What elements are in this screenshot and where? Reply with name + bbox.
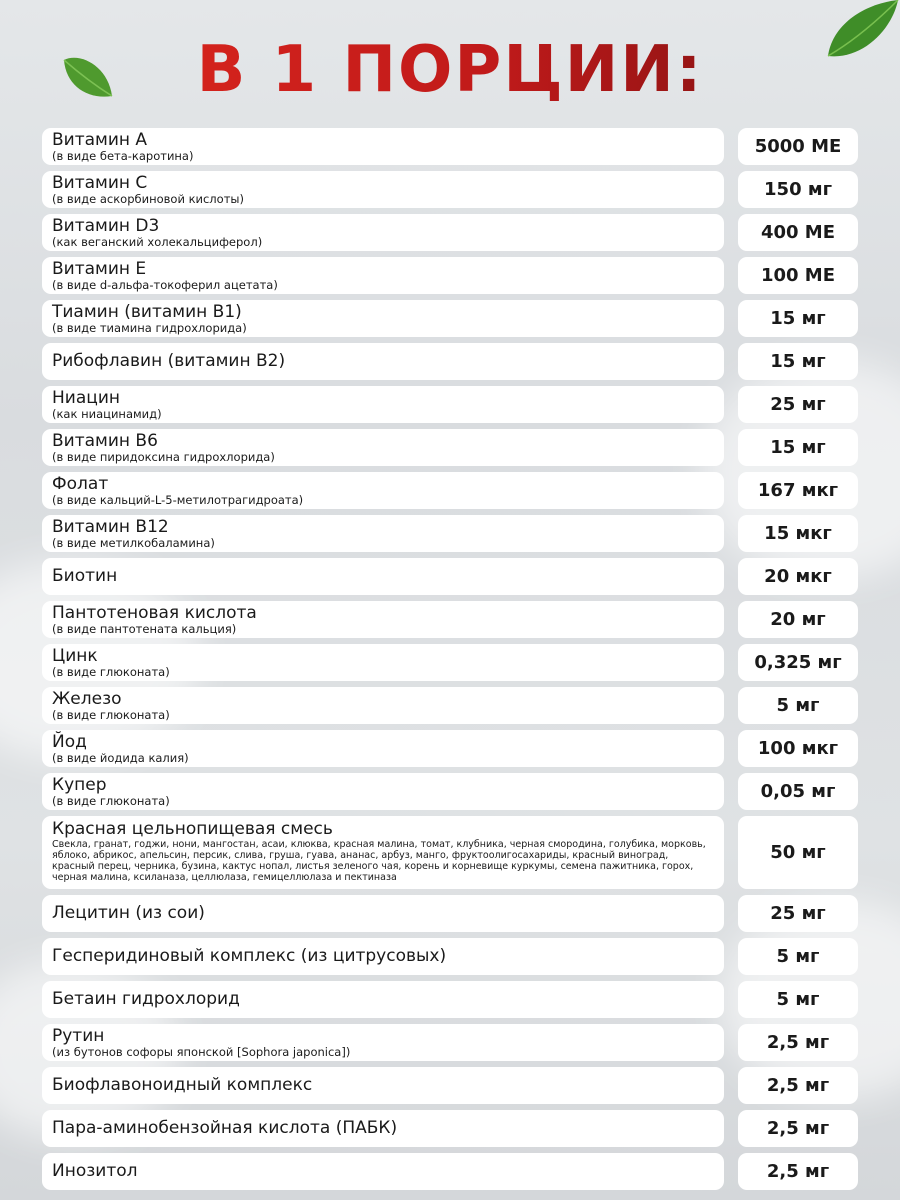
table-row xyxy=(42,128,858,165)
nutrient-name-cell xyxy=(42,1067,724,1104)
nutrient-name: Биотин xyxy=(52,566,118,586)
nutrient-form-note: (в виде глюконата) xyxy=(52,707,170,722)
nutrient-amount: 2,5 мг xyxy=(738,1153,858,1190)
nutrient-name-cell xyxy=(42,343,724,380)
nutrient-name: Пара-аминобензойная кислота (ПАБК) xyxy=(52,1118,398,1138)
nutrient-name: Витамин С xyxy=(52,172,148,193)
table-row xyxy=(42,300,858,337)
nutrient-name: Тиамин (витамин В1) xyxy=(52,301,242,322)
nutrient-name-cell xyxy=(42,730,724,767)
table-row xyxy=(42,558,858,595)
nutrient-name-cell xyxy=(42,386,724,423)
nutrient-form-note: (в виде глюконата) xyxy=(52,793,170,808)
nutrient-amount: 5 мг xyxy=(738,687,858,724)
nutrient-form-note: (из бутонов софоры японской [Sophora japonica]) xyxy=(52,1044,351,1059)
nutrient-name-cell xyxy=(42,1110,724,1147)
nutrient-form-note: Свекла, гранат, годжи, нони, мангостан, асаи, клюква, красная малина, томат, клубника, черная смородина, голубика, морковь, яблоко, абрикос, апельсин, персик, слива, груша, гуава, ананас, арбуз, манго, фруктоолигосахариды, красный виноград, красный перец, черника, бузина, кактус нопал, листья зеленого чая, корень и корневище куркумы, семена пажитника, горох, черная малина, ксиланаза, целлюлаза, гемицеллюлаза и пектиназа xyxy=(52,839,706,883)
nutrient-name: Витамин В6 xyxy=(52,430,158,451)
nutrient-name: Ниацин xyxy=(52,387,120,408)
nutrient-name: Красная цельнопищевая смесь xyxy=(52,819,333,839)
nutrient-form-note: (в виде бета-каротина) xyxy=(52,148,194,163)
nutrient-amount: 25 мг xyxy=(738,895,858,932)
nutrient-amount: 400 МЕ xyxy=(738,214,858,251)
nutrient-name: Цинк xyxy=(52,645,98,666)
table-row xyxy=(42,515,858,552)
table-row xyxy=(42,1024,858,1061)
nutrient-amount: 5 мг xyxy=(738,938,858,975)
table-row xyxy=(42,687,858,724)
nutrient-amount: 167 мкг xyxy=(738,472,858,509)
nutrient-name-cell xyxy=(42,773,724,810)
nutrient-name-cell xyxy=(42,214,724,251)
nutrient-name: Витамин D3 xyxy=(52,215,160,236)
nutrient-name: Витамин В12 xyxy=(52,516,169,537)
nutrient-form-note: (в виде аскорбиновой кислоты) xyxy=(52,191,244,206)
table-row xyxy=(42,429,858,466)
table-row xyxy=(42,1067,858,1104)
nutrient-name-cell xyxy=(42,300,724,337)
table-row xyxy=(42,816,858,889)
nutrient-amount: 5 мг xyxy=(738,981,858,1018)
nutrient-amount: 20 мг xyxy=(738,601,858,638)
nutrient-name-cell xyxy=(42,171,724,208)
nutrient-form-note: (в виде тиамина гидрохлорида) xyxy=(52,320,247,335)
nutrient-amount: 5000 МЕ xyxy=(738,128,858,165)
nutrient-amount: 2,5 мг xyxy=(738,1067,858,1104)
table-row xyxy=(42,214,858,251)
nutrient-form-note: (в виде пантотената кальция) xyxy=(52,621,237,636)
nutrient-name-cell xyxy=(42,1024,724,1061)
nutrient-name: Витамин Е xyxy=(52,258,147,279)
nutrient-form-note: (в виде d-альфа-токоферил ацетата) xyxy=(52,277,278,292)
nutrient-amount: 150 мг xyxy=(738,171,858,208)
table-row xyxy=(42,1153,858,1190)
nutrient-form-note: (в виде пиридоксина гидрохлорида) xyxy=(52,449,275,464)
nutrient-name-cell xyxy=(42,472,724,509)
nutrient-form-note: (как ниацинамид) xyxy=(52,406,162,421)
nutrient-name-cell xyxy=(42,601,724,638)
nutrient-name: Лецитин (из сои) xyxy=(52,903,205,923)
table-row xyxy=(42,257,858,294)
table-row xyxy=(42,343,858,380)
nutrient-name: Витамин А xyxy=(52,129,148,150)
nutrient-amount: 0,325 мг xyxy=(738,644,858,681)
nutrient-name-cell xyxy=(42,895,724,932)
nutrient-name-cell xyxy=(42,515,724,552)
nutrient-amount: 100 МЕ xyxy=(738,257,858,294)
table-row xyxy=(42,938,858,975)
table-row xyxy=(42,981,858,1018)
nutrient-form-note: (в виде кальций-L-5-метилотрагидроата) xyxy=(52,492,304,507)
nutrient-amount: 0,05 мг xyxy=(738,773,858,810)
nutrient-amount: 100 мкг xyxy=(738,730,858,767)
nutrient-amount: 15 мг xyxy=(738,300,858,337)
nutrient-amount: 50 мг xyxy=(738,816,858,889)
nutrient-name-cell xyxy=(42,257,724,294)
table-row xyxy=(42,472,858,509)
nutrient-name-cell xyxy=(42,429,724,466)
nutrient-name-cell xyxy=(42,1153,724,1190)
nutrient-name-cell xyxy=(42,938,724,975)
nutrient-amount: 20 мкг xyxy=(738,558,858,595)
nutrient-name: Йод xyxy=(52,731,87,752)
nutrient-amount: 2,5 мг xyxy=(738,1110,858,1147)
nutrient-amount: 2,5 мг xyxy=(738,1024,858,1061)
nutrient-name-cell xyxy=(42,558,724,595)
nutrient-name: Железо xyxy=(52,688,122,709)
nutrient-name: Гесперидиновый комплекс (из цитрусовых) xyxy=(52,946,447,966)
table-row xyxy=(42,730,858,767)
nutrient-amount: 15 мг xyxy=(738,429,858,466)
nutrient-name: Фолат xyxy=(52,473,109,494)
nutrient-name: Биофлавоноидный комплекс xyxy=(52,1075,313,1095)
nutrient-name: Инозитол xyxy=(52,1161,138,1181)
table-row xyxy=(42,386,858,423)
nutrient-amount: 15 мг xyxy=(738,343,858,380)
table-row xyxy=(42,773,858,810)
nutrient-form-note: (в виде глюконата) xyxy=(52,664,170,679)
nutrient-form-note: (в виде метилкобаламина) xyxy=(52,535,215,550)
nutrient-amount: 15 мкг xyxy=(738,515,858,552)
nutrient-name-cell xyxy=(42,644,724,681)
nutrient-form-note: (в виде йодида калия) xyxy=(52,750,189,765)
nutrient-name: Рибофлавин (витамин В2) xyxy=(52,351,286,371)
nutrient-name-cell xyxy=(42,816,724,889)
nutrient-name: Бетаин гидрохлорид xyxy=(52,989,240,1009)
nutrient-form-note: (как веганский холекальциферол) xyxy=(52,234,263,249)
nutrient-name: Купер xyxy=(52,774,107,795)
nutrient-name-cell xyxy=(42,128,724,165)
nutrient-name: Пантотеновая кислота xyxy=(52,602,257,623)
nutrient-name-cell xyxy=(42,981,724,1018)
table-row xyxy=(42,601,858,638)
table-row xyxy=(42,171,858,208)
nutrient-name-cell xyxy=(42,687,724,724)
nutrient-name: Рутин xyxy=(52,1025,105,1046)
nutrient-amount: 25 мг xyxy=(738,386,858,423)
page-title: В 1 ПОРЦИИ: xyxy=(0,34,900,106)
table-row xyxy=(42,895,858,932)
table-row xyxy=(42,1110,858,1147)
table-row xyxy=(42,644,858,681)
